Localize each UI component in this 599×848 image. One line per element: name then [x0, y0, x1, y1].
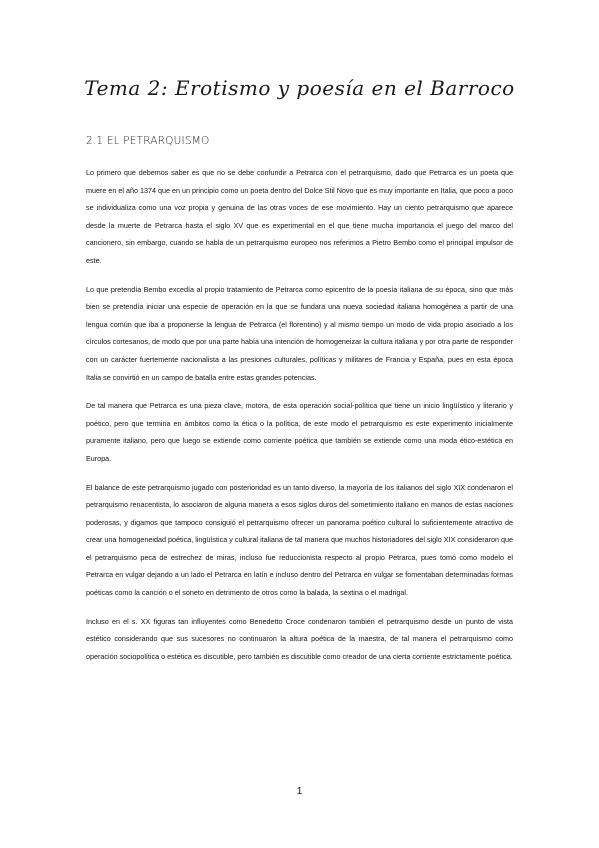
paragraph: El balance de este petrarquismo jugado con posterioridad es un tanto diverso, la mayoría de los italianos del siglo XIX condenaron el petrarquismo renacentista, lo asociaron de alguna manera a esos siglos duros del sometimiento italiano en manos de estas naciones poderosas, y digamos que tampoco consiguió el petrarquismo ofrecer un panorama poético cultural lo suficientemente atractivo de crear una homogeneidad poética, lingüística y cultural italiana de tal manera que muchos historiadores del siglo XIX consideraron que el petrarquismo peca de estrechez de miras, incluso fue reduccionista respecto al propio Petrarca, pues tomó como modelo el Petrarca en vulgar dejando a un lado el Petrarca en latín e incluso dentro del Petrarca en vulgar se fomentaban determinadas formas poéticas como la canción o el soneto en detrimento de otros como la balada, la sextina o el madrigal.	[86, 482, 513, 598]
paragraph: Incluso en el s. XX figuras tan influyentes como Benedetto Croce condenaron también el petrarquismo desde un punto de vista estético considerando que sus sucesores no continuaron la altura poética de la maestra, de tal manera el petrarquismo como operación sociopolítica o estética es discutible, pero también es discutible como creador de una cierta corriente estrictamente poética.	[86, 616, 513, 661]
paragraph: Lo primero que debemos saber es que no se debe confundir a Petrarca con el petrarquismo, dado que Petrarca es un poeta que muere en el año 1374 que en un principio como un poeta dentro del Dolce Stil Novo que es muy importante en Italia, que poco a poco se individualiza como una voz propia y genuina de las otras voces de ese movimiento. Hay un ciento petrarquismo que aparece desde la muerte de Petrarca hasta el siglo XV que es experimental en el que tiene mucha importancia el juego del marco del cancionero, sin embargo, cuando se habla de un petrarquismo europeo nos referimos a Pietro Bembo como el principal impulsor de este.	[86, 168, 513, 265]
document-title: Tema 2: Erotismo y poesía en el Barroco	[84, 76, 515, 100]
paragraph: Lo que pretendía Bembo excedía al propio tratamiento de Petrarca como epicentro de la poesía italiana de su época, sino que más bien se pretendía iniciar una especie de operación en la que se fundara una nueva sociedad italiana homogénea a partir de una lengua común que iba a proponerse la lengua de Petrarca (el florentino) y al mismo tiempo un modo de vida propio asociado a los círculos cortesanos, de modo que por una parte había una intención de homogeneizar la cultura italiana y por otra parte de responder con un carácter fuertemente nacionalista a las presiones culturales, políticas y militares de Francia y España, pues en esta época Italia se convirtió en un campo de batalla entre estas grandes potencias.	[86, 284, 513, 382]
paragraph: De tal manera que Petrarca es una pieza clave, motora, de esta operación social-política que tiene un inicio lingüístico y literario y poético, pero que termina en ámbitos como la ética o la política, de este modo el petrarquismo es este experimento inicialmente puramente italiano, pero que luego se extiende como corriente poética que también se extiende como una moda ético-estética en Europa.	[86, 401, 513, 463]
section-heading: 2.1 EL PETRARQUISMO	[86, 135, 210, 147]
page-number: 1	[296, 786, 303, 797]
document-body	[86, 164, 513, 676]
